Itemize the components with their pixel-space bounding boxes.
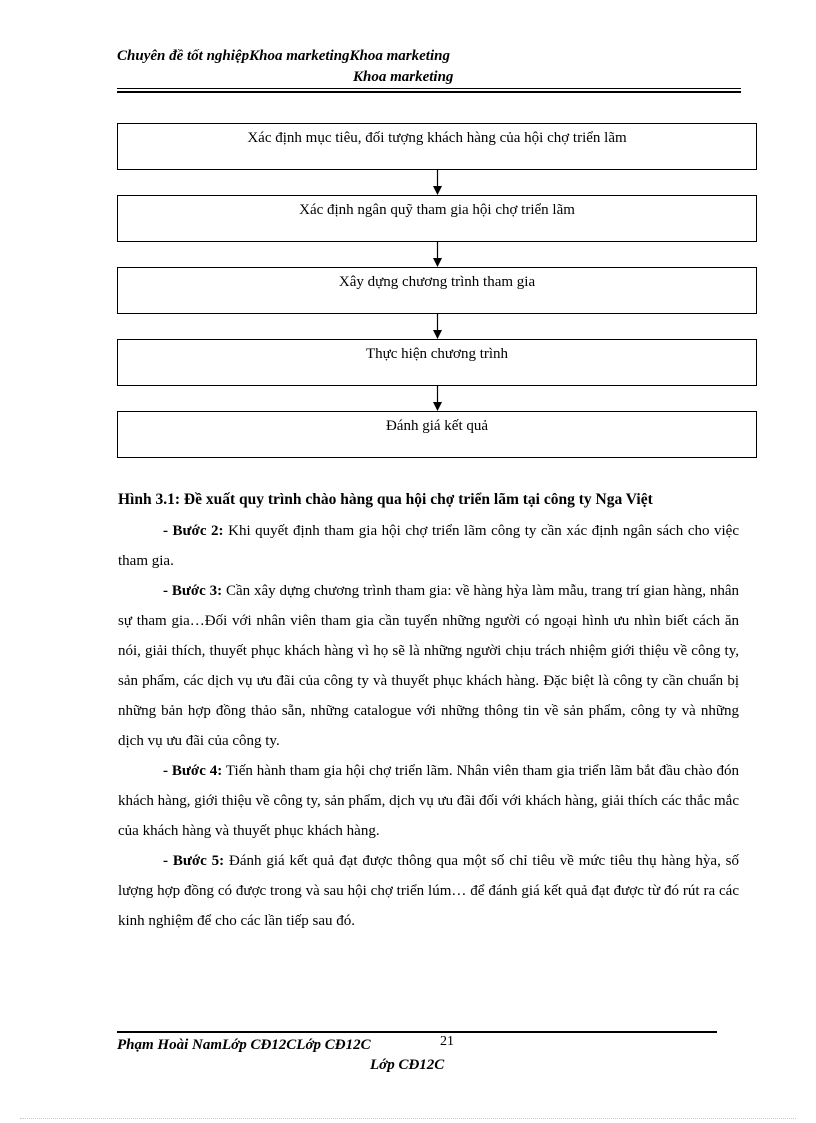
flow-step-1: Xác định mục tiêu, đối tượng khách hàng của hội chợ triển lãm xyxy=(117,123,757,170)
flow-arrow-3 xyxy=(432,314,443,339)
footer-class: Lớp CĐ12C xyxy=(370,1057,445,1073)
page-bottom-border xyxy=(20,1118,796,1119)
step-text: Khi quyết định tham gia hội chợ triển lãm công ty cần xác định ngân sách cho việc tham gia. xyxy=(118,523,740,569)
step-text: Đánh giá kết quả đạt được thông qua một số chỉ tiêu về mức tiêu thụ hàng hỳa, số lượng hợp đồng có được trong và sau hội chợ triển lúm… để đánh giá kết quả đạt được từ đó rút ra các kinh nghiệm để cho các lần tiếp sau đó. xyxy=(118,853,739,929)
flow-step-2: Xác định ngân quỹ tham gia hội chợ triển lãm xyxy=(117,195,757,242)
body-text xyxy=(118,516,739,936)
page-number: 21 xyxy=(440,1034,454,1049)
flow-arrow-2 xyxy=(432,242,443,267)
step-label: - Bước 2: xyxy=(163,523,224,539)
step-text: Tiến hành tham gia hội chợ triển lãm. Nhân viên tham gia triển lãm bắt đầu chào đón khách hàng, giới thiệu về công ty, sản phẩm, dịch vụ ưu đãi đối với khách hàng, giải thích các thắc mắc của khách hàng và thuyết phục khách hàng. xyxy=(118,763,739,839)
step-label: - Bước 4: xyxy=(163,763,223,779)
paragraph-step-2 xyxy=(118,516,739,576)
paragraph-step-3 xyxy=(118,576,739,756)
flow-step-4: Thực hiện chương trình xyxy=(117,339,757,386)
header-title: Chuyên đề tốt nghiệpKhoa marketingKhoa marketing xyxy=(117,48,450,64)
flow-step-3: Xây dựng chương trình tham gia xyxy=(117,267,757,314)
step-label: - Bước 3: xyxy=(163,583,223,599)
footer-rule xyxy=(117,1031,717,1033)
flow-arrow-1 xyxy=(432,170,443,195)
footer-author: Phạm Hoài NamLớp CĐ12CLớp CĐ12C xyxy=(117,1037,371,1053)
flow-step-5: Đánh giá kết quả xyxy=(117,411,757,458)
step-label: - Bước 5: xyxy=(163,853,225,869)
header-subtitle: Khoa marketing xyxy=(353,69,454,85)
figure-caption: Hình 3.1: Đề xuất quy trình chào hàng qua hội chợ triển lãm tại công ty Nga Việt xyxy=(118,491,653,508)
header-rule xyxy=(117,88,741,93)
paragraph-step-4 xyxy=(118,756,739,846)
step-text: Cần xây dựng chương trình tham gia: về hàng hỳa làm mẫu, trang trí gian hàng, nhân sự tham gia…Đối với nhân viên tham gia cần tuyển những người có ngoại hình ưu nhìn biết cách ăn nói, giải thích, thuyết phục khách hàng vì họ sẽ là những người chịu trách nhiệm giới thiệu về công ty, sản phẩm, các dịch vụ ưu đãi của công ty và thuyết phục khách hàng. Đặc biệt là công ty cần chuẩn bị những bản hợp đồng thảo sẵn, những catalogue với những thông tin về sản phẩm, công ty và những dịch vụ ưu đãi của công ty. xyxy=(118,583,739,749)
flow-arrow-4 xyxy=(432,386,443,411)
paragraph-step-5 xyxy=(118,846,739,936)
